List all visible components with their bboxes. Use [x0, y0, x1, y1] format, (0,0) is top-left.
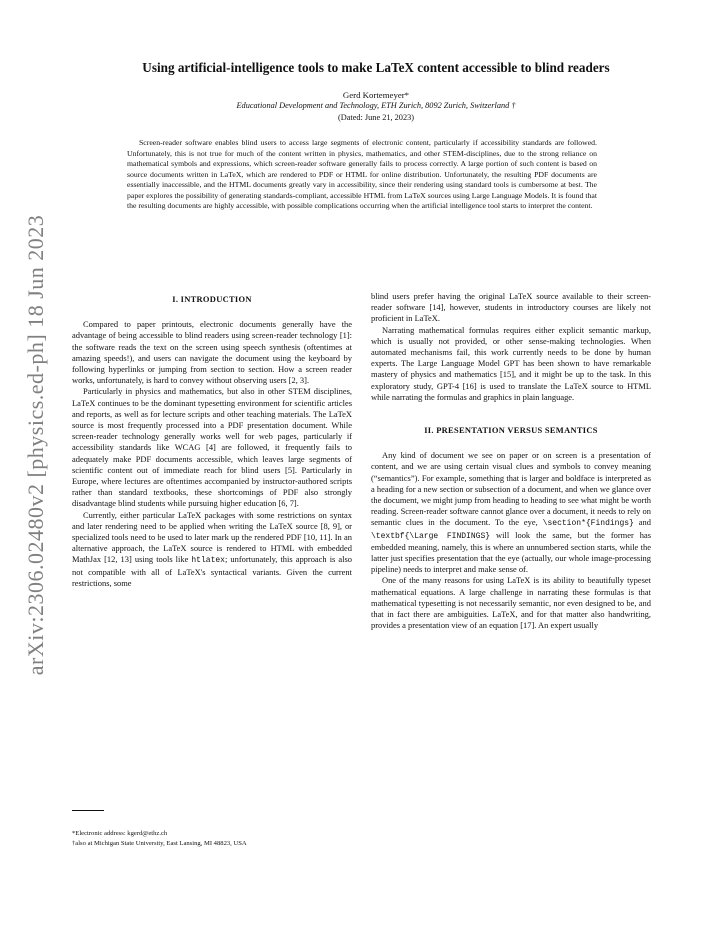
author-affiliation: Educational Development and Technology, ETH Zurich, 8092 Zurich, Switzerland † [236, 101, 516, 110]
left-column [72, 294, 352, 589]
abstract: Screen-reader software enables blind users to access large segments of electronic content, particularly if accessibility standards are followed. Unfortunately, this is not true for much of the content written in physics, mathematics, and other STEM-disciplines, due to the strong reliance on mathematical symbols and expressions, which screen-reader software generally fails to process correctly. A large portion of such content is based on source documents written in LaTeX, which are rendered to PDF or HTML for online distribution. Unfortunately, the resulting PDF documents are essentially inaccessible, and the HTML documents greatly vary in accessibility, since their rendering using standard tools is cumbersome at best. The paper explores the possibility of generating standards-compliant, accessible HTML from LaTeX sources using Large Language Models. It is found that the resulting documents are highly accessible, with possible complications occurring when the artificial intelligence tool starts to interpret the content. [127, 138, 597, 210]
intro-paragraph-1: Compared to paper printouts, electronic documents generally have the advantage of being accessible to blind readers using screen-reader technology [1]: the software reads the text on the screen using speech synthesis (oftentimes at amazing speeds!), and users can navigate the document using the keyboard by following hyperlinks or jumping from section to section. How a screen reader works, unfortunately, is hard to convey without observing users [2, 3]. [72, 319, 352, 386]
paper-title: Using artificial-intelligence tools to make LaTeX content accessible to blind readers [142, 60, 610, 75]
code-htlatex: htlatex [191, 556, 225, 566]
author-name: Gerd Kortemeyer* [342, 90, 410, 100]
footnote-divider [72, 810, 104, 811]
presentation-paragraph-1 [371, 450, 651, 575]
footnotes [72, 829, 357, 849]
code-textbf-findings: \textbf{\Large FINDINGS} [371, 531, 491, 541]
arxiv-sidebar-stamp [18, 214, 54, 676]
presentation-paragraph-2: One of the many reasons for using LaTeX is its ability to beautifully typeset mathematical equations. A large challenge in narrating these formulas is that mathematical typesetting is not necessarily semantic, nor even designed to be, and that in fact there are ambiguities. LaTeX, and for that matter also handwriting, provides a presentation view of an equation [17]. An expert usually [371, 575, 651, 631]
intro-paragraph-4: Narrating mathematical formulas requires either explicit semantic markup, which is usually not provided, or other sense-making technologies. When automated mechanisms fail, this work currently needs to be done by human experts. The Large Language Model GPT has been shown to have remarkable mastery of physics and mathematics [15], and it might be up to the task. In this exploratory study, GPT-4 [16] is used to translate the LaTeX source to HTML while narrating the formulas and graphics in plain language. [371, 324, 651, 402]
footnote-affiliation: †also at Michigan State University, East Lansing, MI 48823, USA [72, 840, 247, 848]
intro-paragraph-3 [72, 510, 352, 589]
intro-paragraph-3-continued: blind users prefer having the original LaTeX source available to their screen-reader software [14], however, students in introductory courses are likely not proficient in LaTeX. [371, 291, 651, 324]
intro-paragraph-3-text-b: ; unfortunately, this approach is also not compatible with all of LaTeX's syntactical variants. Given the current restrictions, some [72, 554, 352, 588]
section-heading-introduction: I. INTRODUCTION [172, 294, 252, 304]
presentation-paragraph-1-text-c: will look the same, but the former has embedded meaning, namely, this is where an unnumbered section starts, while the latter just specifies presentation that the eye (actually, our whole image-processing pipeline) needs to interpret and make sense of. [371, 529, 651, 575]
section-heading-presentation: II. PRESENTATION VERSUS SEMANTICS [424, 425, 598, 436]
intro-paragraph-2: Particularly in physics and mathematics, but also in other STEM disciplines, LaTeX continues to be the dominant typesetting environment for scientific articles and reports, as well as for lecture scripts and other teaching materials. The LaTeX source is most frequently processed into a PDF presentation document. While screen-reader technology generally works well for web pages, particularly if accessibility standards like WCAG [4] are followed, it frequently fails to adequately make PDF documents accessible, which leaves large segments of scientific content out of immediate reach for blind users [5]. Particularly in Europe, where lectures are oftentimes accompanied by instructor-authored scripts rather than standard textbooks, these shortcomings of PDF also strongly disadvantage blind students while pursuing higher education [6, 7]. [72, 386, 352, 509]
footnote-email: *Electronic address: kgerd@ethz.ch [72, 830, 168, 837]
arxiv-identifier: arXiv:2306.02480v2 [physics.ed-ph] 18 Jun 2023 [23, 214, 48, 676]
presentation-paragraph-1-text-b: and [633, 517, 651, 528]
right-column [371, 291, 651, 631]
intro-paragraph-3-text-a: Currently, either particular LaTeX packages with some restrictions on syntax and later rendering need to be applied when writing the LaTeX source [8, 9], or specialized tools need to be used to later mark up the rendered PDF [10, 11]. In an alternative approach, the LaTeX source is rendered to HTML with embedded MathJax [12, 13] using tools like [72, 509, 352, 565]
code-section-findings: \section*{Findings} [542, 519, 634, 529]
paper-date: (Dated: June 21, 2023) [337, 113, 415, 122]
presentation-paragraph-1-text-a: Any kind of document we see on paper or on screen is a presentation of content, and we are using certain visual clues and symbols to convey meaning (“semantics”). For example, something that is larger and boldface is interpreted as a heading for a new section or subsection of a document, and when we glance over the document, we might jump from heading to heading to see what might be worth reading. Screen-reader software cannot glance over a document, it needs to rely on semantic clues in the document. To the eye, [371, 450, 651, 528]
